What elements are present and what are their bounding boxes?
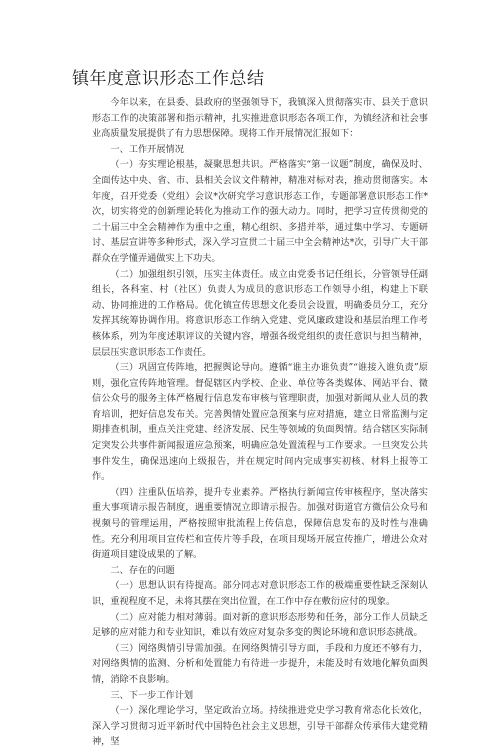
section1-paragraph-3: （三）巩固宣传阵地，把握舆论导向。遵循“谁主办谁负责”“谁接入谁负责”原则，强化宣传阵地管理。督促辖区内学校、企业、单位等各类媒体、网站平台、微信公众号的服务主体严格履行信息发布审核与管理职责，加强对新闻从业人员的教育培训，把好信息发布关。完善舆情处置应急预案与应对措施，建立日常监测与定期排查机制，重点关注党建、经济发展、民生等领域的负面舆情。结合辖区实际制定突发公共事件新闻报道应急预案，明确应急处置流程与工作要求。一旦突发公共事件发生，确保迅速向上级报告，并在规定时间内完成事实初核、材料上报等工作。 xyxy=(92,362,428,483)
section1-paragraph-2: （二）加强组织引领，压实主体责任。成立由党委书记任组长，分管领导任副组长，各科室、村（社区）负责人为成员的意识形态工作领导小组，构建上下联动、协同推进的工作格局。优化镇宣传思想文化委员会设置，明确委员分工，充分发挥其统筹协调作用。将意识形态工作纳入党建、党风廉政建设和基层治理工作考核体系，列为年度述职评议的关键内容，增强各级党组织的责任意识与担当精神，层层压实意识形态工作责任。 xyxy=(92,268,428,358)
section2-paragraph-2: （二）应对能力相对薄弱。面对新的意识形态形势和任务，部分工作人员缺乏足够的应对能力和专业知识，难以有效应对复杂多变的舆论环境和意识形态挑战。 xyxy=(92,611,428,639)
section-heading-3: 三、下一步工作计划 xyxy=(110,689,194,701)
document-title: 镇年度意识形态工作总结 xyxy=(72,69,265,89)
section-heading-2: 二、存在的问题 xyxy=(110,564,175,576)
section1-paragraph-4: （四）注重队伍培养，提升专业素养。严格执行新闻宣传审核程序，坚决落实重大事项请示报告制度，遇重要情况立即请示报告。加强对街道官方微信公众号和视频号的管理运用，严格按照审批流程上传信息，保障信息发布的及时性与准确性。充分利用项目宣传栏和宣传片等手段，在项目现场开展宣传推广，增进公众对街道项目建设成果的了解。 xyxy=(92,486,428,561)
section3-paragraph-1: （一）深化理论学习，坚定政治立场。持续推进党史学习教育常态化长效化，深入学习贯彻习近平新时代中国特色社会主义思想，引导干部群众传承伟大建党精神，坚 xyxy=(92,705,428,748)
section2-paragraph-1: （一）思想认识有待提高。部分同志对意识形态工作的极端重要性缺乏深刻认识，重视程度不足，未将其摆在突出位置，在工作中存在敷衍应付的现象。 xyxy=(92,580,428,607)
section-heading-1: 一、工作开展情况 xyxy=(110,143,184,155)
intro-paragraph: 今年以来，在县委、县政府的坚强领导下，我镇深入贯彻落实市、县关于意识形态工作的决策部署和指示精神，扎实推进意识形态各项工作，为镇经济和社会事业高质量发展提供了有力思想保障。现将工作开展情况汇报如下： xyxy=(92,97,428,140)
section2-paragraph-3: （三）网络舆情引导需加强。在网络舆情引导方面，手段和力度还不够有力，对网络舆情的监测、分析和处置能力有待进一步提升，未能及时有效地化解负面舆情，消除不良影响。 xyxy=(92,642,428,685)
section1-paragraph-1: （一）夯实理论根基，凝聚思想共识。严格落实“第一议题”制度，确保及时、全面传达中央、省、市、县相关会议文件精神，精准对标对表，推动贯彻落实。本年度，召开党委（党组）会议*次研究学习意识形态工作，专题部署意识形态工作*次，切实将党的创新理论转化为推动工作的强大动力。同时，把学习宣传贯彻党的二十届三中全会精神作为重中之重，精心组织、多措并举，通过集中学习、专题研讨、基层宣讲等多种形式，深入学习宣贯二十届三中全会精神达*次，引导广大干部群众在学懂弄通做实上下功夫。 xyxy=(92,159,428,264)
document-body xyxy=(92,95,428,750)
